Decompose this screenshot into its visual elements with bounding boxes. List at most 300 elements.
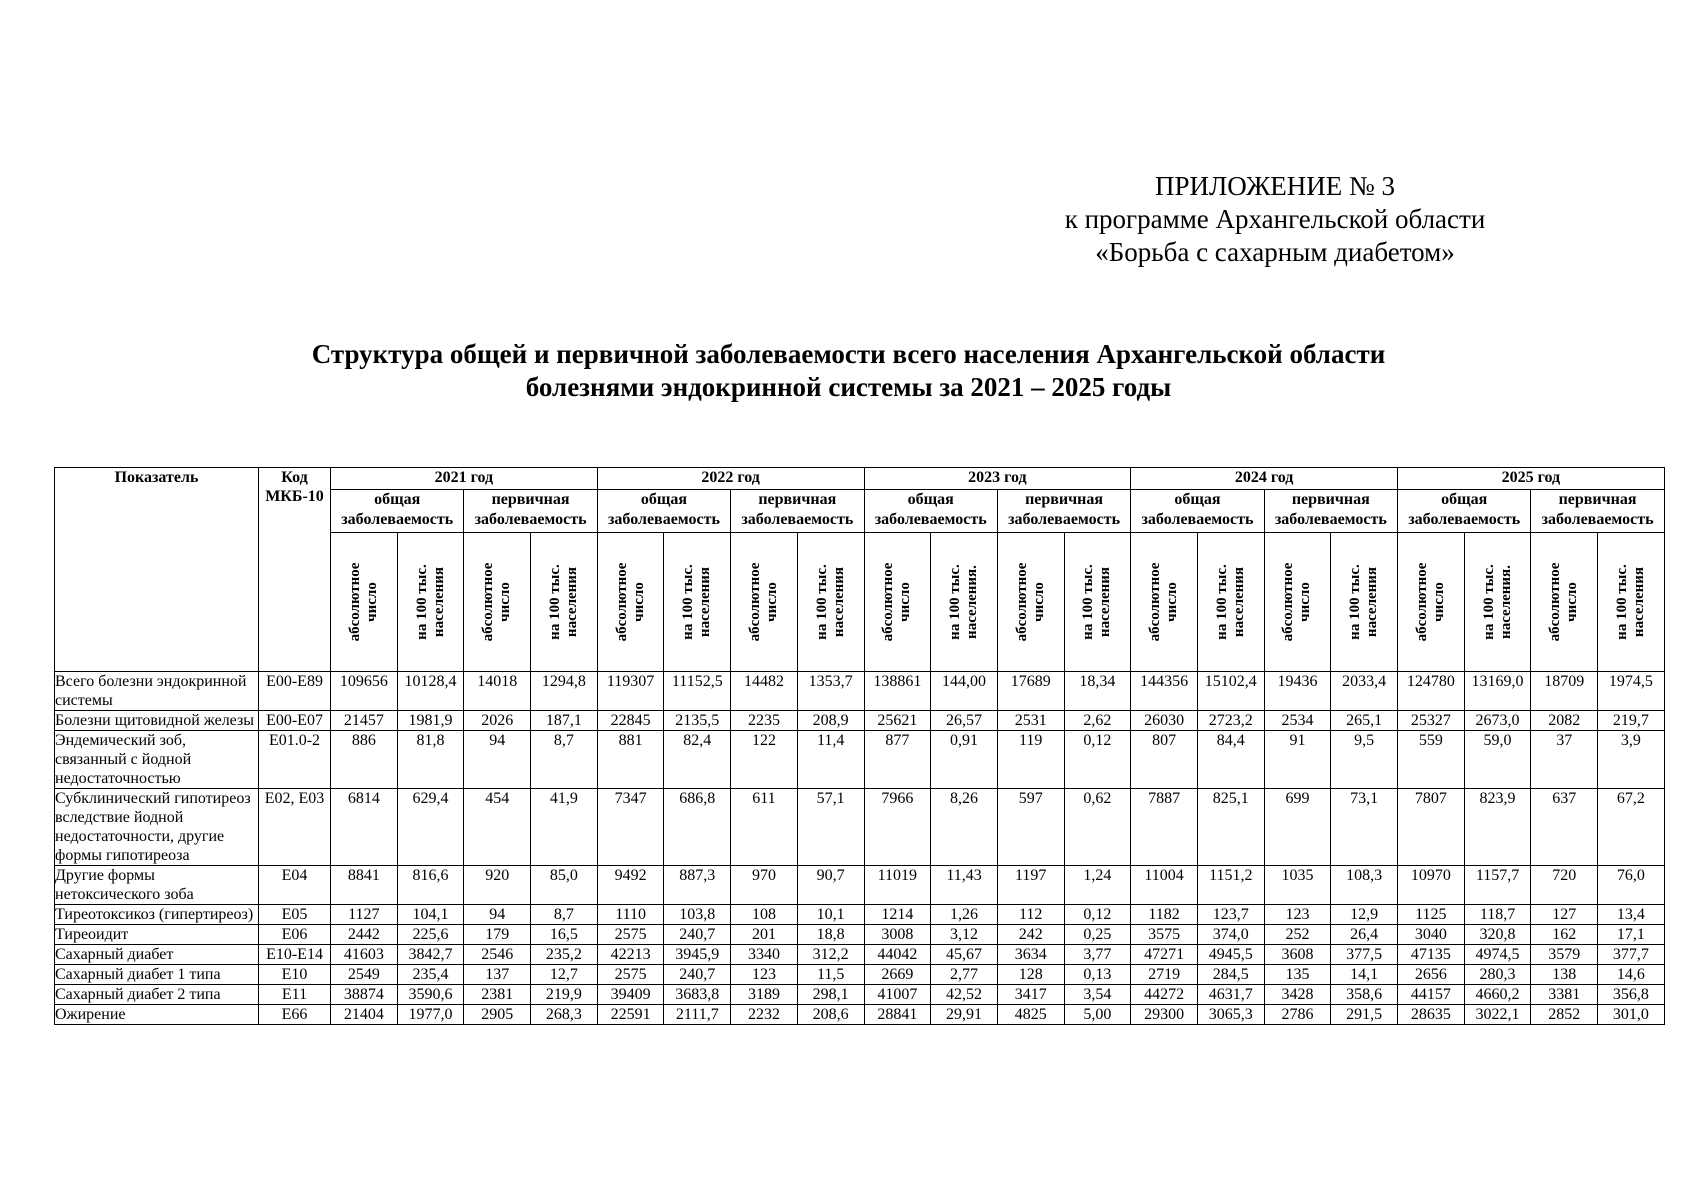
header-sub-line2: населения (563, 566, 580, 638)
table-cell: 2,77 (931, 965, 998, 985)
header-general-line2: заболеваемость (607, 511, 720, 528)
table-cell: 1,24 (1064, 866, 1131, 905)
appendix-program: к программе Архангельской области (1064, 204, 1486, 234)
table-cell: 26,4 (1331, 925, 1398, 945)
table-cell: 90,7 (797, 866, 864, 905)
table-cell: 920 (464, 866, 531, 905)
table-cell: 2575 (597, 965, 664, 985)
header-sub-line1: абсолютное (1547, 562, 1564, 642)
table-cell: 73,1 (1331, 789, 1398, 866)
title-line-2: болезнями эндокринной системы за 2021 – 2025 годы (525, 372, 1172, 402)
table-cell: 2656 (1398, 965, 1465, 985)
table-cell: 559 (1398, 731, 1465, 789)
table-cell: 26,57 (931, 711, 998, 731)
table-row (55, 965, 1665, 985)
table-cell: 807 (1131, 731, 1198, 789)
table-cell: 1151,2 (1197, 866, 1264, 905)
table-cell: 356,8 (1598, 985, 1665, 1005)
table-cell: 44272 (1131, 985, 1198, 1005)
table-cell: 187,1 (531, 711, 598, 731)
table-cell: 3428 (1264, 985, 1331, 1005)
table-cell: 38874 (331, 985, 398, 1005)
table-cell: 881 (597, 731, 664, 789)
header-primary-line2: заболеваемость (741, 511, 854, 528)
table-cell: 18,34 (1064, 672, 1131, 711)
header-general-morbidity (864, 490, 997, 533)
table-cell: 25621 (864, 711, 931, 731)
table-row (55, 866, 1665, 905)
header-sub-line1: на 100 тыс. (947, 564, 964, 640)
header-general-morbidity (1398, 490, 1531, 533)
table-cell: 454 (464, 789, 531, 866)
table-cell: 374,0 (1197, 925, 1264, 945)
header-sub-line1: абсолютное (880, 562, 897, 642)
table-cell: 1125 (1398, 905, 1465, 925)
table-cell: 13,4 (1598, 905, 1665, 925)
header-code-line1: Код (281, 469, 308, 486)
table-cell: 8841 (331, 866, 398, 905)
table-cell: 128 (997, 965, 1064, 985)
header-sub-line2: число (1297, 582, 1314, 622)
table-cell: 17689 (997, 672, 1064, 711)
table-cell: 720 (1531, 866, 1598, 905)
row-indicator: Ожирение (55, 1005, 259, 1025)
table-cell: 42,52 (931, 985, 998, 1005)
header-sub-line1: абсолютное (613, 562, 630, 642)
row-indicator: Сахарный диабет 1 типа (55, 965, 259, 985)
table-cell: 1197 (997, 866, 1064, 905)
header-general-line2: заболеваемость (1141, 511, 1254, 528)
table-cell: 3008 (864, 925, 931, 945)
table-cell: 137 (464, 965, 531, 985)
table-cell: 1294,8 (531, 672, 598, 711)
table-cell: 2232 (731, 1005, 798, 1025)
table-cell: 3842,7 (397, 945, 464, 965)
table-cell: 144,00 (931, 672, 998, 711)
header-primary-morbidity (997, 490, 1130, 533)
header-sub-line1: абсолютное (346, 562, 363, 642)
table-cell: 26030 (1131, 711, 1198, 731)
header-primary-line2: заболеваемость (474, 511, 587, 528)
header-year: 2024 год (1131, 468, 1398, 490)
table-cell: 123 (1264, 905, 1331, 925)
header-sub-line1: на 100 тыс. (813, 564, 830, 640)
title-line-1: Структура общей и первичной заболеваемости всего населения Архангельской области (311, 339, 1386, 369)
header-sub-line2: число (1430, 582, 1447, 622)
header-sub-line1: на 100 тыс. (1347, 564, 1364, 640)
table-cell: 235,2 (531, 945, 598, 965)
header-sub-line1: на 100 тыс. (1213, 564, 1230, 640)
table-cell: 84,4 (1197, 731, 1264, 789)
table-cell: 91 (1264, 731, 1331, 789)
header-primary-line2: заболеваемость (1274, 511, 1387, 528)
table-cell: 298,1 (797, 985, 864, 1005)
header-sub-line1: абсолютное (1413, 562, 1430, 642)
header-general-line1: общая (374, 491, 421, 508)
table-cell: 637 (1531, 789, 1598, 866)
table-cell: 42213 (597, 945, 664, 965)
table-cell: 2669 (864, 965, 931, 985)
header-sub-line2: число (763, 582, 780, 622)
table-cell: 358,6 (1331, 985, 1398, 1005)
table-cell: 22845 (597, 711, 664, 731)
table-cell: 47135 (1398, 945, 1465, 965)
table-cell: 11,43 (931, 866, 998, 905)
table-cell: 124780 (1398, 672, 1465, 711)
table-cell: 3683,8 (664, 985, 731, 1005)
header-sub-line2: населения (1230, 566, 1247, 638)
table-cell: 970 (731, 866, 798, 905)
table-cell: 104,1 (397, 905, 464, 925)
header-indicator: Показатель (55, 468, 259, 672)
table-cell: 887,3 (664, 866, 731, 905)
table-cell: 252 (1264, 925, 1331, 945)
table-cell: 686,8 (664, 789, 731, 866)
header-per-100k (931, 533, 998, 672)
table-cell: 240,7 (664, 965, 731, 985)
header-sub-line1: на 100 тыс. (546, 564, 563, 640)
header-sub-line2: населения. (964, 565, 981, 639)
header-year: 2021 год (331, 468, 598, 490)
table-cell: 0,12 (1064, 731, 1131, 789)
table-cell: 3579 (1531, 945, 1598, 965)
table-cell: 3,9 (1598, 731, 1665, 789)
table-cell: 2905 (464, 1005, 531, 1025)
table-cell: 16,5 (531, 925, 598, 945)
header-absolute-number (1131, 533, 1198, 672)
table-cell: 2531 (997, 711, 1064, 731)
table-cell: 29,91 (931, 1005, 998, 1025)
table-cell: 3340 (731, 945, 798, 965)
table-cell: 28635 (1398, 1005, 1465, 1025)
table-cell: 4945,5 (1197, 945, 1264, 965)
table-row (55, 905, 1665, 925)
row-indicator: Другие формы нетоксического зоба (55, 866, 259, 905)
table-cell: 4825 (997, 1005, 1064, 1025)
row-indicator: Болезни щитовидной железы (55, 711, 259, 731)
row-indicator: Эндемический зоб, связанный с йодной недостаточностью (55, 731, 259, 789)
header-primary-morbidity (731, 490, 864, 533)
table-cell: 4660,2 (1464, 985, 1531, 1005)
table-cell: 201 (731, 925, 798, 945)
table-cell: 4974,5 (1464, 945, 1531, 965)
header-sub-line1: абсолютное (480, 562, 497, 642)
table-cell: 8,7 (531, 731, 598, 789)
table-cell: 2723,2 (1197, 711, 1264, 731)
table-cell: 3,54 (1064, 985, 1131, 1005)
header-general-line1: общая (640, 491, 688, 508)
header-sub-line2: населения (1364, 566, 1381, 638)
table-cell: 377,7 (1598, 945, 1665, 965)
table-cell: 3417 (997, 985, 1064, 1005)
table-row (55, 985, 1665, 1005)
header-primary-line1: первичная (1291, 491, 1370, 508)
table-cell: 162 (1531, 925, 1598, 945)
table-cell: 8,7 (531, 905, 598, 925)
header-per-100k (1598, 533, 1665, 672)
table-cell: 18,8 (797, 925, 864, 945)
table-cell: 2082 (1531, 711, 1598, 731)
header-per-100k (664, 533, 731, 672)
table-cell: 377,5 (1331, 945, 1398, 965)
header-sub-line1: на 100 тыс. (680, 564, 697, 640)
row-icd-code: E04 (259, 866, 331, 905)
header-primary-line1: первичная (491, 491, 570, 508)
table-cell: 10128,4 (397, 672, 464, 711)
header-per-100k (1464, 533, 1531, 672)
table-cell: 179 (464, 925, 531, 945)
header-sub-line1: на 100 тыс. (1613, 564, 1630, 640)
table-cell: 0,62 (1064, 789, 1131, 866)
row-icd-code: E00-E89 (259, 672, 331, 711)
table-cell: 1035 (1264, 866, 1331, 905)
header-sub-line2: населения. (1497, 565, 1514, 639)
header-sub-line2: число (1164, 582, 1181, 622)
header-general-line2: заболеваемость (341, 511, 454, 528)
header-sub-line2: число (630, 582, 647, 622)
header-per-100k (397, 533, 464, 672)
row-icd-code: E02, E03 (259, 789, 331, 866)
table-cell: 118,7 (1464, 905, 1531, 925)
table-row (55, 731, 1665, 789)
table-cell: 5,00 (1064, 1005, 1131, 1025)
header-sub-line1: абсолютное (1147, 562, 1164, 642)
document-title (0, 338, 1697, 404)
header-primary-line1: первичная (758, 491, 837, 508)
table-cell: 225,6 (397, 925, 464, 945)
header-sub-line1: абсолютное (1013, 562, 1030, 642)
table-cell: 9,5 (1331, 731, 1398, 789)
header-year: 2023 год (864, 468, 1131, 490)
table-cell: 67,2 (1598, 789, 1665, 866)
table-cell: 11019 (864, 866, 931, 905)
table-cell: 2135,5 (664, 711, 731, 731)
row-icd-code: E11 (259, 985, 331, 1005)
header-primary-morbidity (1531, 490, 1664, 533)
row-icd-code: E01.0-2 (259, 731, 331, 789)
header-general-line1: общая (1441, 491, 1488, 508)
header-absolute-number (597, 533, 664, 672)
header-sub-line1: на 100 тыс. (413, 564, 430, 640)
header-sub-line2: число (897, 582, 914, 622)
header-general-morbidity (597, 490, 730, 533)
table-cell: 2026 (464, 711, 531, 731)
table-cell: 22591 (597, 1005, 664, 1025)
header-per-100k (1064, 533, 1131, 672)
row-icd-code: E10-E14 (259, 945, 331, 965)
table-cell: 2111,7 (664, 1005, 731, 1025)
table-cell: 2673,0 (1464, 711, 1531, 731)
table-cell: 629,4 (397, 789, 464, 866)
table-cell: 112 (997, 905, 1064, 925)
table-cell: 3040 (1398, 925, 1465, 945)
table-row (55, 672, 1665, 711)
header-primary-line2: заболеваемость (1541, 511, 1654, 528)
table-row (55, 711, 1665, 731)
header-primary-morbidity (1264, 490, 1397, 533)
table-cell: 13169,0 (1464, 672, 1531, 711)
table-cell: 3945,9 (664, 945, 731, 965)
table-cell: 15102,4 (1197, 672, 1264, 711)
table-cell: 119307 (597, 672, 664, 711)
row-indicator: Тиреотоксикоз (гипертиреоз) (55, 905, 259, 925)
header-sub-line2: населения (697, 566, 714, 638)
table-cell: 1214 (864, 905, 931, 925)
table-row (55, 789, 1665, 866)
table-row (55, 1005, 1665, 1025)
table-row (55, 925, 1665, 945)
table-cell: 76,0 (1598, 866, 1665, 905)
table-cell: 7347 (597, 789, 664, 866)
header-absolute-number (1398, 533, 1465, 672)
table-cell: 1157,7 (1464, 866, 1531, 905)
table-cell: 611 (731, 789, 798, 866)
header-sub-line1: абсолютное (746, 562, 763, 642)
table-cell: 1353,7 (797, 672, 864, 711)
header-absolute-number (1531, 533, 1598, 672)
table-cell: 39409 (597, 985, 664, 1005)
header-per-100k (797, 533, 864, 672)
header-sub-line2: число (497, 582, 514, 622)
table-cell: 1127 (331, 905, 398, 925)
header-sub-line2: число (363, 582, 380, 622)
table-cell: 7966 (864, 789, 931, 866)
header-general-morbidity (1131, 490, 1264, 533)
table-cell: 11004 (1131, 866, 1198, 905)
table-cell: 94 (464, 905, 531, 925)
header-year: 2025 год (1398, 468, 1665, 490)
table-cell: 7807 (1398, 789, 1465, 866)
table-cell: 9492 (597, 866, 664, 905)
row-icd-code: E05 (259, 905, 331, 925)
table-cell: 2534 (1264, 711, 1331, 731)
row-indicator: Сахарный диабет 2 типа (55, 985, 259, 1005)
header-sub-line1: абсолютное (1280, 562, 1297, 642)
table-cell: 265,1 (1331, 711, 1398, 731)
header-sub-line2: число (1564, 582, 1581, 622)
row-indicator: Всего болезни эндокринной системы (55, 672, 259, 711)
table-cell: 25327 (1398, 711, 1465, 731)
table-cell: 242 (997, 925, 1064, 945)
table-cell: 4631,7 (1197, 985, 1264, 1005)
table-cell: 14,1 (1331, 965, 1398, 985)
table-cell: 41,9 (531, 789, 598, 866)
table-cell: 44042 (864, 945, 931, 965)
header-primary-line1: первичная (1025, 491, 1104, 508)
row-indicator: Сахарный диабет (55, 945, 259, 965)
header-general-line1: общая (1174, 491, 1221, 508)
table-cell: 44157 (1398, 985, 1465, 1005)
table-cell: 2852 (1531, 1005, 1598, 1025)
table-cell: 138861 (864, 672, 931, 711)
table-cell: 3381 (1531, 985, 1598, 1005)
appendix-block (965, 170, 1585, 269)
table-cell: 2381 (464, 985, 531, 1005)
header-per-100k (1331, 533, 1398, 672)
table-cell: 886 (331, 731, 398, 789)
table-cell: 144356 (1131, 672, 1198, 711)
table-cell: 2033,4 (1331, 672, 1398, 711)
table-cell: 14018 (464, 672, 531, 711)
table-cell: 37 (1531, 731, 1598, 789)
table-cell: 2442 (331, 925, 398, 945)
table-cell: 208,9 (797, 711, 864, 731)
table-cell: 816,6 (397, 866, 464, 905)
table-cell: 2786 (1264, 1005, 1331, 1025)
table-cell: 3590,6 (397, 985, 464, 1005)
header-general-morbidity (331, 490, 464, 533)
header-per-100k (531, 533, 598, 672)
table-cell: 284,5 (1197, 965, 1264, 985)
header-sub-line1: на 100 тыс. (1080, 564, 1097, 640)
table-cell: 14,6 (1598, 965, 1665, 985)
table-cell: 208,6 (797, 1005, 864, 1025)
table-cell: 1,26 (931, 905, 998, 925)
table-cell: 103,8 (664, 905, 731, 925)
table-cell: 138 (1531, 965, 1598, 985)
table-cell: 7887 (1131, 789, 1198, 866)
table-cell: 219,9 (531, 985, 598, 1005)
header-per-100k (1197, 533, 1264, 672)
table-cell: 1182 (1131, 905, 1198, 925)
row-icd-code: E00-E07 (259, 711, 331, 731)
header-code-line2: МКБ-10 (265, 488, 324, 505)
table-cell: 18709 (1531, 672, 1598, 711)
table-cell: 3022,1 (1464, 1005, 1531, 1025)
header-sub-line1: на 100 тыс. (1480, 564, 1497, 640)
table-cell: 219,7 (1598, 711, 1665, 731)
table-cell: 17,1 (1598, 925, 1665, 945)
morbidity-table (54, 467, 1665, 1025)
header-sub-line2: населения (430, 566, 447, 638)
row-icd-code: E10 (259, 965, 331, 985)
header-absolute-number (731, 533, 798, 672)
table-cell: 21404 (331, 1005, 398, 1025)
table-cell: 2719 (1131, 965, 1198, 985)
header-absolute-number (331, 533, 398, 672)
table-cell: 320,8 (1464, 925, 1531, 945)
table-cell: 1110 (597, 905, 664, 925)
table-row (55, 945, 1665, 965)
table-cell: 82,4 (664, 731, 731, 789)
table-cell: 94 (464, 731, 531, 789)
table-cell: 41603 (331, 945, 398, 965)
table-cell: 81,8 (397, 731, 464, 789)
table-cell: 122 (731, 731, 798, 789)
table-cell: 8,26 (931, 789, 998, 866)
table-cell: 57,1 (797, 789, 864, 866)
table-cell: 6814 (331, 789, 398, 866)
header-general-line1: общая (907, 491, 954, 508)
table-cell: 280,3 (1464, 965, 1531, 985)
table-cell: 291,5 (1331, 1005, 1398, 1025)
table-cell: 1981,9 (397, 711, 464, 731)
table-cell: 301,0 (1598, 1005, 1665, 1025)
table-cell: 1977,0 (397, 1005, 464, 1025)
table-cell: 2,62 (1064, 711, 1131, 731)
header-absolute-number (864, 533, 931, 672)
header-year: 2022 год (597, 468, 864, 490)
table-cell: 3189 (731, 985, 798, 1005)
table-cell: 10970 (1398, 866, 1465, 905)
table-cell: 135 (1264, 965, 1331, 985)
header-sub-line2: число (1030, 582, 1047, 622)
table-cell: 3,77 (1064, 945, 1131, 965)
table-cell: 3608 (1264, 945, 1331, 965)
table-cell: 28841 (864, 1005, 931, 1025)
table-cell: 127 (1531, 905, 1598, 925)
table-cell: 108,3 (1331, 866, 1398, 905)
